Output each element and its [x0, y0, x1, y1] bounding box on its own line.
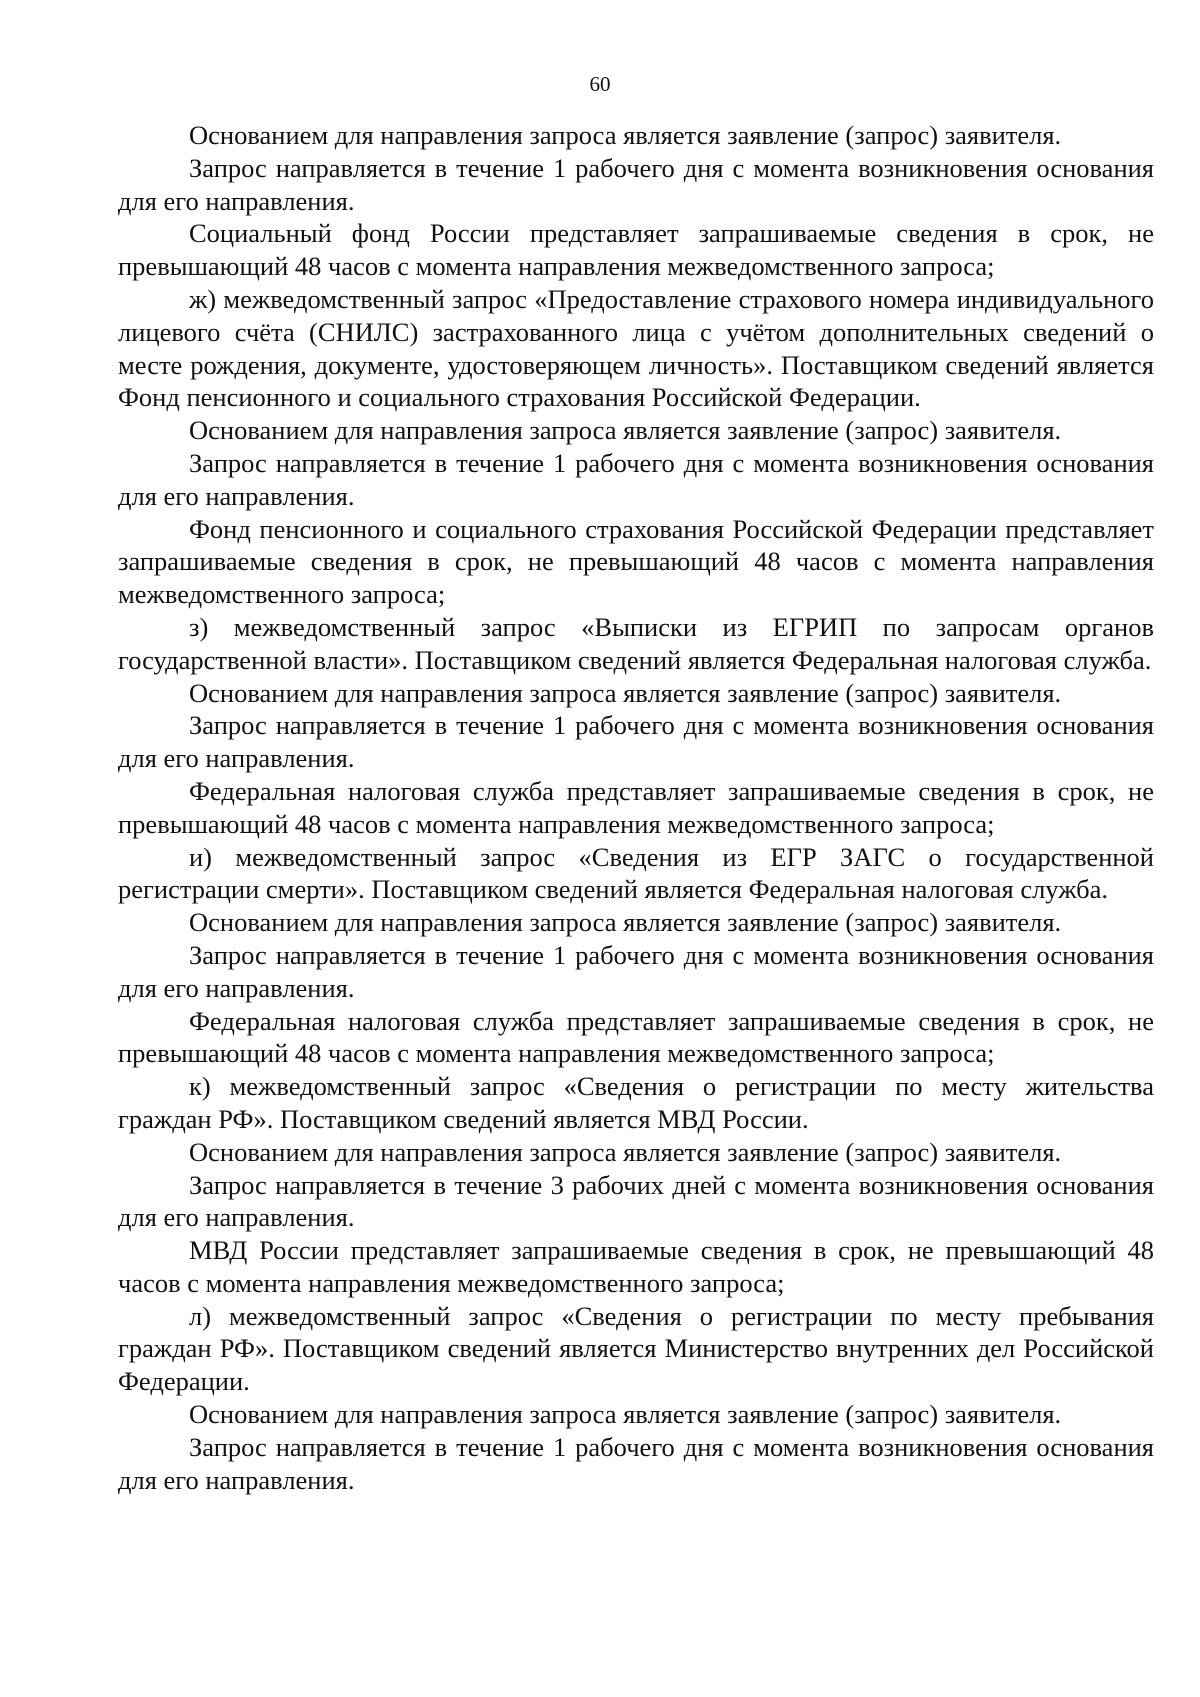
paragraph: Фонд пенсионного и социального страхования Российской Федерации представляет запрашиваемые сведения в срок, не превышающий 48 часов с момента направления межведомственного запроса; — [118, 513, 1154, 610]
paragraph-item-i: и) межведомственный запрос «Сведения из ЕГР ЗАГС о государственной регистрации смерти». Поставщиком сведений является Федеральная налоговая служба. — [118, 841, 1154, 905]
paragraph: Основанием для направления запроса является заявление (запрос) заявителя. — [189, 415, 1062, 446]
paragraph: Запрос направляется в течение 1 рабочего дня с момента возникновения основания для его направления. — [118, 447, 1154, 511]
paragraph-item-k: к) межведомственный запрос «Сведения о регистрации по месту жительства граждан РФ». Поставщиком сведений является МВД России. — [118, 1071, 1154, 1134]
paragraph-item-z: з) межведомственный запрос «Выписки из ЕГРИП по запросам органов государственной власти». Поставщиком сведений является Федеральная налоговая служба. — [118, 611, 1154, 675]
paragraph: Запрос направляется в течение 3 рабочих дней с момента возникновения основания для его направления. — [118, 1169, 1154, 1233]
paragraph: Запрос направляется в течение 1 рабочего дня с момента возникновения основания для его направления. — [118, 710, 1154, 774]
paragraph: МВД России представляет запрашиваемые сведения в срок, не превышающий 48 часов с момента направления межведомственного запроса; — [118, 1235, 1154, 1298]
paragraph: Основанием для направления запроса является заявление (запрос) заявителя. — [189, 677, 1062, 708]
paragraph: Основанием для направления запроса является заявление (запрос) заявителя. — [189, 1399, 1062, 1430]
paragraph: Социальный фонд России представляет запрашиваемые сведения в срок, не превышающий 48 часов с момента направления межведомственного запроса; — [118, 218, 1154, 282]
paragraph: Основанием для направления запроса является заявление (запрос) заявителя. — [189, 1136, 1062, 1167]
paragraph: Основанием для направления запроса является заявление (запрос) заявителя. — [189, 120, 1062, 150]
paragraph: Федеральная налоговая служба представляет запрашиваемые сведения в срок, не превышающий 48 часов с момента направления межведомственного запроса; — [118, 1005, 1154, 1069]
paragraph: Федеральная налоговая служба представляет запрашиваемые сведения в срок, не превышающий 48 часов с момента направления межведомственного запроса; — [118, 775, 1154, 839]
paragraph-item-zh: ж) межведомственный запрос «Предоставление страхового номера индивидуального лицевого счёта (СНИЛС) застрахованного лица с учётом дополнительных сведений о месте рождения, документе, удостоверяющем личность». Поставщиком сведений является Фонд пенсионного и социального страхования Российской Федерации. — [118, 283, 1154, 413]
paragraph: Запрос направляется в течение 1 рабочего дня с момента возникновения основания для его направления. — [118, 1431, 1154, 1495]
paragraph-item-l: л) межведомственный запрос «Сведения о регистрации по месту пребывания граждан РФ». Поставщиком сведений является Министерство внутренних дел Российской Федерации. — [118, 1300, 1154, 1397]
paragraph: Запрос направляется в течение 1 рабочего дня с момента возникновения основания для его направления. — [118, 152, 1154, 216]
page-number: 60 — [589, 72, 611, 96]
paragraph: Основанием для направления запроса является заявление (запрос) заявителя. — [189, 907, 1062, 938]
paragraph: Запрос направляется в течение 1 рабочего дня с момента возникновения основания для его направления. — [118, 939, 1154, 1003]
document-body — [118, 119, 1154, 1496]
